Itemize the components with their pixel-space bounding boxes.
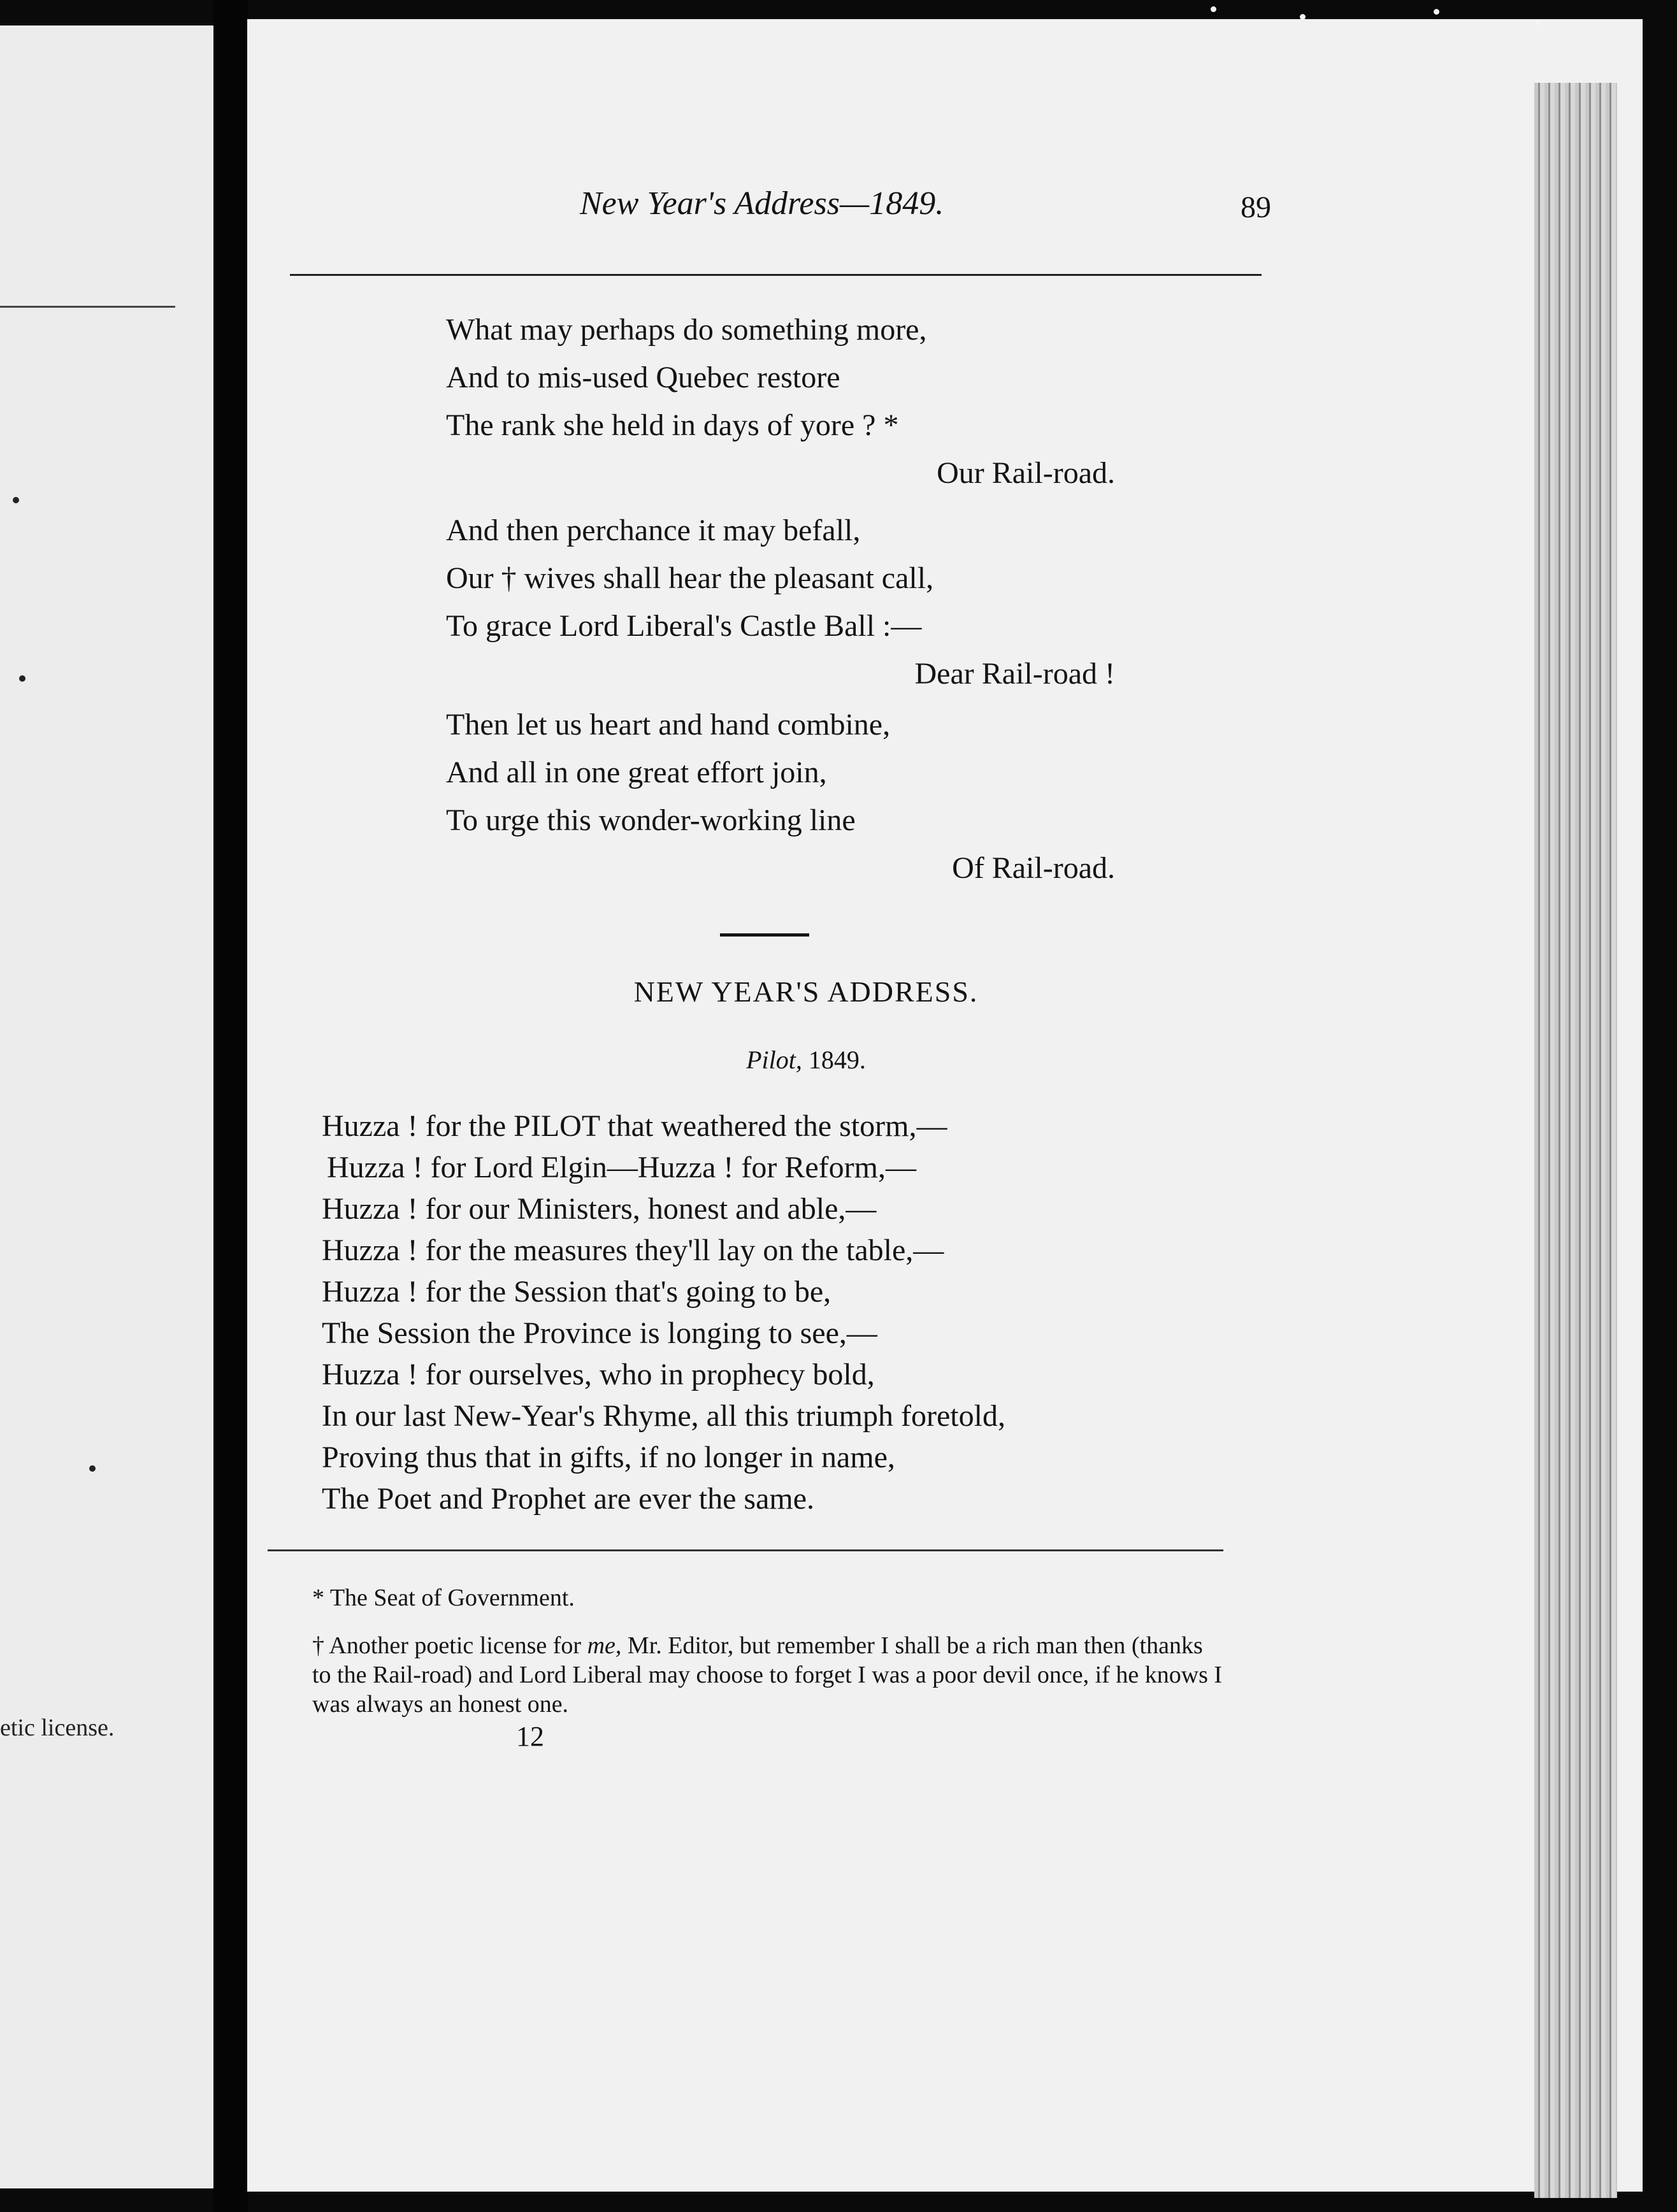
poem-line: In our last New-Year's Rhyme, all this triumph foretold, (322, 1399, 1005, 1433)
previous-page-edge (0, 25, 213, 2188)
poem-line: Huzza ! for ourselves, who in prophecy bold, (322, 1358, 875, 1391)
verse-line: And all in one great effort join, (446, 756, 827, 789)
footnote-1: * The Seat of Government. (312, 1584, 575, 1611)
verse-line: Then let us heart and hand combine, (446, 708, 891, 742)
footnote-rule (268, 1549, 1223, 1551)
verse-line: And then perchance it may befall, (446, 514, 861, 547)
stanza-3 (446, 701, 1115, 892)
scan-fleck (1211, 6, 1216, 12)
running-head (319, 185, 1306, 236)
running-title: New Year's Address—1849. (580, 185, 944, 222)
source-name: Pilot, (746, 1045, 802, 1074)
verse-line: And to mis-used Quebec restore (446, 361, 840, 394)
footnote-2-text-start: † Another poetic license for (312, 1632, 582, 1659)
verse-line: To grace Lord Liberal's Castle Ball :— (446, 609, 922, 643)
poem-line: Huzza ! for the measures they'll lay on the table,— (322, 1233, 944, 1267)
footnote-2-text-end: Mr. Editor, but remember I shall be a rich man then (thanks to the Rail-road) and Lord Liberal may choose to forget I was a poor devil once, if he knows I was always an honest one. (312, 1632, 1223, 1718)
ink-speck (13, 497, 19, 503)
page-number: 89 (1241, 190, 1271, 224)
poem-line: Huzza ! for the Session that's going to be, (322, 1275, 831, 1309)
verse-line: To urge this wonder-working line (446, 803, 856, 837)
poem-line: Proving thus that in gifts, if no longer in name, (322, 1440, 895, 1474)
verse-line: What may perhaps do something more, (446, 313, 927, 347)
signature-mark: 12 (516, 1721, 544, 1752)
ink-speck (19, 675, 25, 682)
poem (322, 1105, 1265, 1519)
poem-line: Huzza ! for Lord Elgin—Huzza ! for Reform,— (327, 1151, 916, 1184)
poem-line: The Poet and Prophet are ever the same. (322, 1482, 815, 1516)
stanza-1 (446, 306, 1115, 497)
section-title: NEW YEAR'S ADDRESS. (633, 975, 979, 1008)
scan-fleck (1434, 9, 1439, 15)
scan-fleck (1300, 14, 1306, 20)
ink-speck (89, 1465, 96, 1472)
source-line (319, 1045, 1293, 1075)
verse-line: The rank she held in days of yore ? * (446, 408, 899, 442)
page-block-edges (1534, 83, 1617, 2198)
source-year: 1849. (808, 1045, 866, 1074)
poem-line: The Session the Province is longing to see,— (322, 1316, 877, 1350)
book-gutter (213, 0, 248, 2212)
refrain-line: Of Rail-road. (952, 851, 1115, 885)
scan-fleck (1536, 19, 1541, 25)
footnote-2 (312, 1631, 1223, 1719)
verse-line: Our † wives shall hear the pleasant call, (446, 561, 934, 595)
footnote-2-emphasis: me, (587, 1632, 622, 1659)
previous-page-rule (0, 306, 175, 308)
poem-line: Huzza ! for our Ministers, honest and able,— (322, 1192, 877, 1226)
previous-page-text-fragment: etic license. (0, 1714, 115, 1741)
section-divider (720, 933, 809, 937)
refrain-line: Dear Rail-road ! (914, 657, 1115, 691)
refrain-line: Our Rail-road. (937, 456, 1115, 490)
stanza-2 (446, 506, 1115, 698)
header-rule (290, 274, 1262, 276)
poem-line: Huzza ! for the PILOT that weathered the storm,— (322, 1109, 947, 1143)
